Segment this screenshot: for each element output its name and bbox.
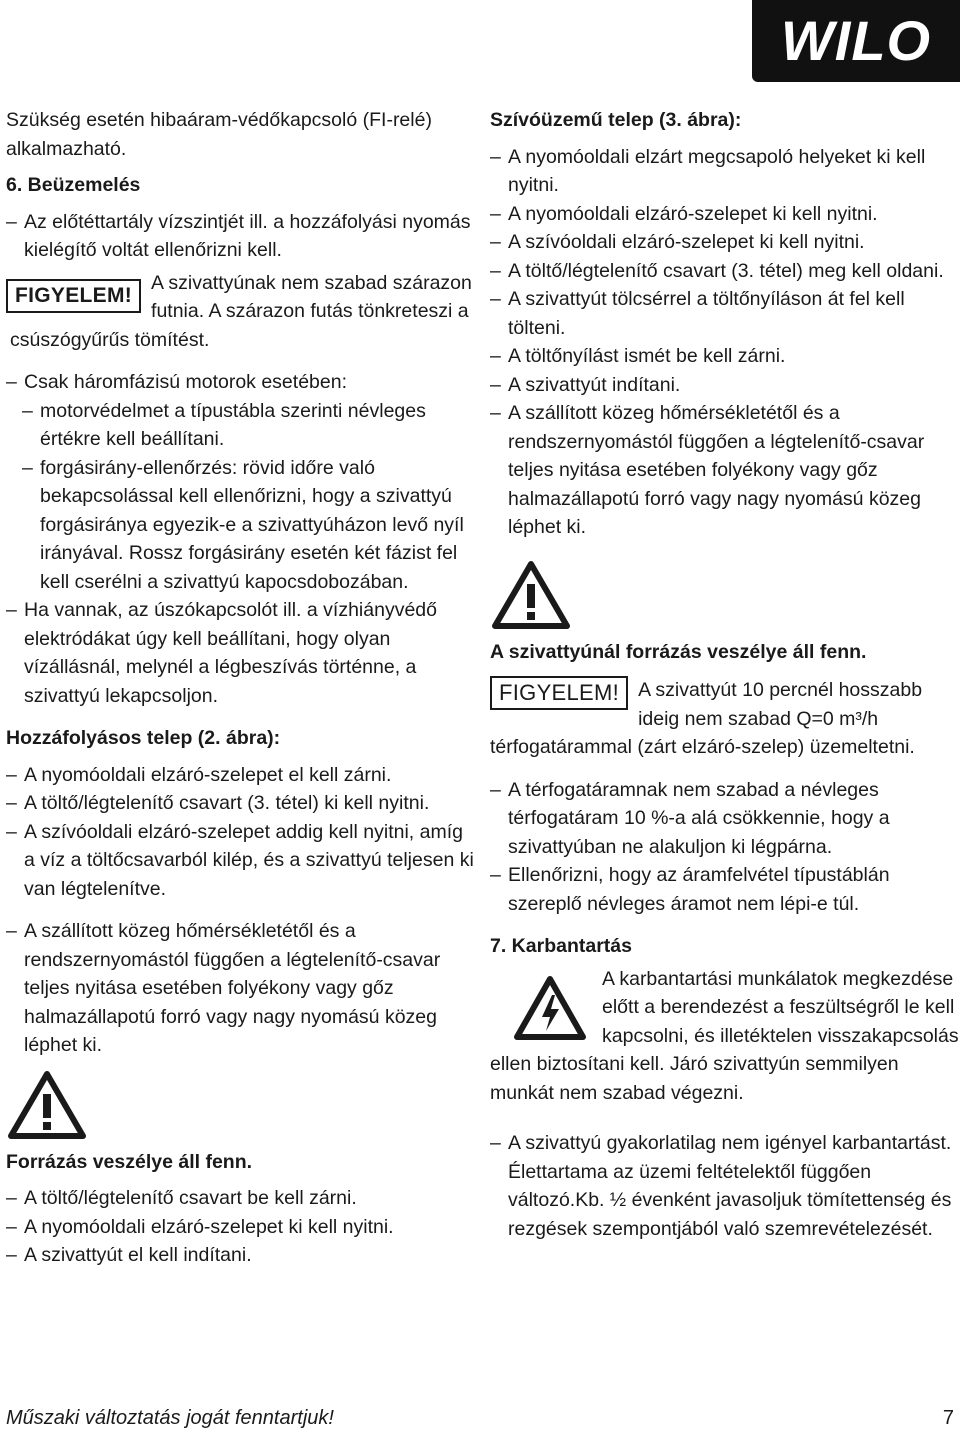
warning-note (6, 265, 474, 355)
section-7-title: 7. Karbantartás (490, 935, 632, 957)
logo-text: WILO (780, 9, 932, 72)
list-item: – A nyomóoldali elzárt megcsapoló helyeket ki kell nyitni. (490, 145, 926, 196)
list-item: – A szivattyút el kell indítani. (6, 1244, 252, 1266)
list-item: – Csak háromfázisú motorok esetében: (6, 371, 347, 393)
list-item: – A szivattyút tölcsérrel a töltőnyíláson át fel kell tölteni. (490, 288, 905, 339)
scald-warning-title: Forrázás veszélye áll fenn. (6, 1150, 253, 1173)
list-item: – A szivattyú gyakorlatilag nem igényel karbantartást. (490, 1132, 952, 1154)
page-number: 7 (942, 1407, 954, 1429)
inflow-title: Hozzáfolyásos telep (2. ábra): (6, 727, 281, 749)
list-item: – A nyomóoldali elzáró-szelepet ki kell nyitni. (490, 202, 878, 225)
wilo-logo-mark (752, 0, 960, 82)
list-item: – A szállított közeg hőmérsékletétől és a rendszernyomástól függően a légtelenítő-csavar teljes nyitása esetében folyékony vagy gőz halmazállapotú forró vagy nagy nyomású közeg léphet ki. (6, 920, 441, 1056)
list-item: – A töltő/légtelenítő csavart (3. tétel) meg kell oldani. (490, 259, 944, 282)
right-column (490, 106, 960, 1243)
note-label: FIGYELEM! (6, 279, 141, 313)
list-item: – Ha vannak, az úszókapcsolót ill. a vízhiányvédő elektródákat úgy kell beállítani, hogy olyan vízállásnál, melynél a légbeszívás történne, a szivattyú lekapcsoljon. (6, 599, 437, 707)
footer-text: Műszaki változtatás jogát fenntartjuk! (6, 1407, 334, 1429)
list-item: – motorvédelmet a típustábla szerinti névleges értékre kell beállítani. (22, 399, 426, 450)
list-item: – Ellenőrizni, hogy az áramfelvétel típustáblán szereplő névleges áramot nem lépi-e túl. (490, 864, 890, 915)
suction-title: Szívóüzemű telep (3. ábra): (490, 109, 742, 131)
warning-triangle-icon (492, 560, 570, 630)
list-item: – Az előtéttartály vízszintjét ill. a hozzáfolyási nyomás kielégítő voltát ellenőrizni kell. (6, 210, 471, 261)
wilo-logo (752, 0, 960, 82)
list-item: – A szívóoldali elzáró-szelepet ki kell nyitni. (490, 231, 865, 253)
left-column (6, 106, 474, 1270)
electric-hazard-icon (514, 975, 586, 1041)
note-text: A szivattyút 10 percnél hosszabb ideig nem szabad Q=0 m³/h térfogatárammal (zárt elzáró-szelep) üzemeltetni. (490, 679, 923, 758)
warning-note (490, 672, 960, 762)
warning-triangle-icon (8, 1070, 86, 1140)
list-item: – forgásirány-ellenőrzés: rövid időre való bekapcsolással kell ellenőrizni, hogy a szivattyú forgásiránya egyezik-e a szivattyúházon levő nyíl irányával. Rossz forgásirány esetén két fázist fel kell cserélni a szivattyú kapocsdobozában. (22, 456, 464, 593)
intro-text: Szükség esetén hibaáram-védőkapcsoló (FI-relé) alkalmazható. (6, 109, 432, 160)
list-item: – A szívóoldali elzáró-szelepet addig kell nyitni, amíg a víz a töltőcsavarból kilép, és a szivattyú teljesen ki van légtelenítve. (6, 820, 474, 900)
section-6-title: 6. Beüzemelés (6, 174, 141, 196)
maintenance-text: A karbantartási munkálatok megkezdése előtt a berendezést a feszültségről le kell kapcsolni, és illetéktelen visszakapcsolás ellen biztosítani kell. Járó szivattyún semmilyen munkát nem szabad végezni. (490, 967, 959, 1104)
list-item: – A szállított közeg hőmérsékletétől és a rendszernyomástól függően a légtelenítő-csavar teljes nyitása esetében folyékony vagy gőz halmazállapotú forró vagy nagy nyomású közeg léphet ki. (490, 402, 925, 538)
list-item: – A nyomóoldali elzáró-szelepet ki kell nyitni. (6, 1215, 394, 1238)
note-text: A szivattyúnak nem szabad szárazon futnia. A szárazon futás tönkreteszi a csúszógyűrűs tömítést. (10, 271, 472, 351)
maintenance-block (490, 965, 960, 1108)
list-item: – A szivattyút indítani. (490, 373, 681, 396)
list-item: – A töltő/légtelenítő csavart (3. tétel) ki kell nyitni. (6, 792, 430, 814)
note-label: FIGYELEM! (490, 676, 628, 710)
list-item: – A nyomóoldali elzáró-szelepet el kell zárni. (6, 763, 392, 786)
list-item: – A térfogatáramnak nem szabad a névleges térfogatáram 10 %-a alá csökkennie, hogy a szivattyúban ne alakuljon ki légpárna. (490, 778, 890, 858)
pump-scald-warning-title: A szivattyúnál forrázás veszélye áll fenn. (490, 640, 867, 663)
page-footer (6, 1404, 954, 1432)
maintenance-note: Élettartama az üzemi feltételektől függően változó.Kb. ½ évenként javasoljuk tömítettenség és rezgések szempontjából való szemrevételezését. (508, 1160, 952, 1240)
list-item: – A töltőnyílást ismét be kell zárni. (490, 345, 786, 367)
list-item: – A töltő/légtelenítő csavart be kell zárni. (6, 1187, 357, 1209)
